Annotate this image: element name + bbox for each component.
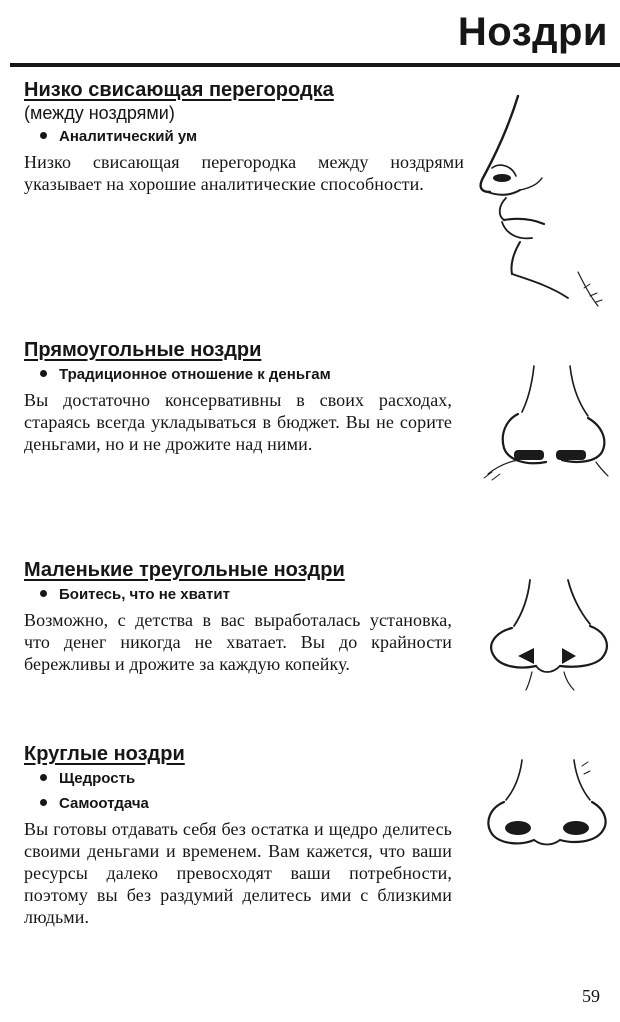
- bullet-label: Щедрость: [59, 770, 136, 787]
- bullet-dot-icon: [40, 774, 47, 781]
- page-title: Ноздри: [457, 10, 608, 54]
- section-rectangular-nostrils: [24, 338, 464, 455]
- nose-profile-illustration: [458, 92, 614, 310]
- section-round-nostrils: [24, 742, 464, 928]
- section-heading: Низко свисающая перегородка: [24, 79, 334, 101]
- bullet-label: Аналитический ум: [59, 128, 198, 145]
- bullet-item: [40, 583, 464, 607]
- bullet-dot-icon: [40, 132, 47, 139]
- bullet-label: Самоотдача: [59, 795, 149, 812]
- bullet-dot-icon: [40, 799, 47, 806]
- bullet-item: [40, 363, 464, 387]
- section-body: Низко свисающая перегородка между ноздрями указывает на хорошие аналитические способности.: [24, 152, 464, 194]
- bullet-label: Боитесь, что не хватит: [59, 586, 230, 603]
- page-header: [0, 0, 620, 72]
- section-heading: Прямоугольные ноздри: [24, 339, 262, 361]
- section-heading: Круглые ноздри: [24, 743, 185, 765]
- bullet-item: [40, 767, 464, 791]
- header-rule: [10, 63, 620, 67]
- bullet-item: [40, 792, 464, 816]
- triangular-nostrils-illustration: [478, 576, 614, 694]
- section-body: Возможно, с детства в вас выработалась установка, что денег никогда не хватает. Вы до крайности бережливы и дрожите за каждую копейку.: [24, 610, 452, 674]
- section-body: Вы достаточно консервативны в своих расходах, стараясь всегда укладываться в бюджет. Вы не сорите деньгами, но и не дрожите над ними.: [24, 390, 452, 454]
- bullet-dot-icon: [40, 370, 47, 377]
- bullet-item: [40, 125, 464, 149]
- section-low-septum: [24, 78, 464, 195]
- bullet-dot-icon: [40, 590, 47, 597]
- bullet-label: Традиционное отношение к деньгам: [59, 366, 331, 383]
- page-number: 59: [582, 986, 600, 1006]
- rectangular-nostrils-illustration: [478, 362, 614, 482]
- section-subheading: (между ноздрями): [24, 103, 175, 123]
- section-heading: Маленькие треугольные ноздри: [24, 559, 345, 581]
- round-nostrils-illustration: [478, 756, 614, 856]
- section-body: Вы готовы отдавать себя без остатка и щедро делитесь своими деньгами и временем. Вам кажется, что ваши ресурсы далеко превосходят ваши потребности, поэтому вы без раздумий делитесь ими с близкими людьми.: [24, 819, 452, 927]
- section-triangular-nostrils: [24, 558, 464, 675]
